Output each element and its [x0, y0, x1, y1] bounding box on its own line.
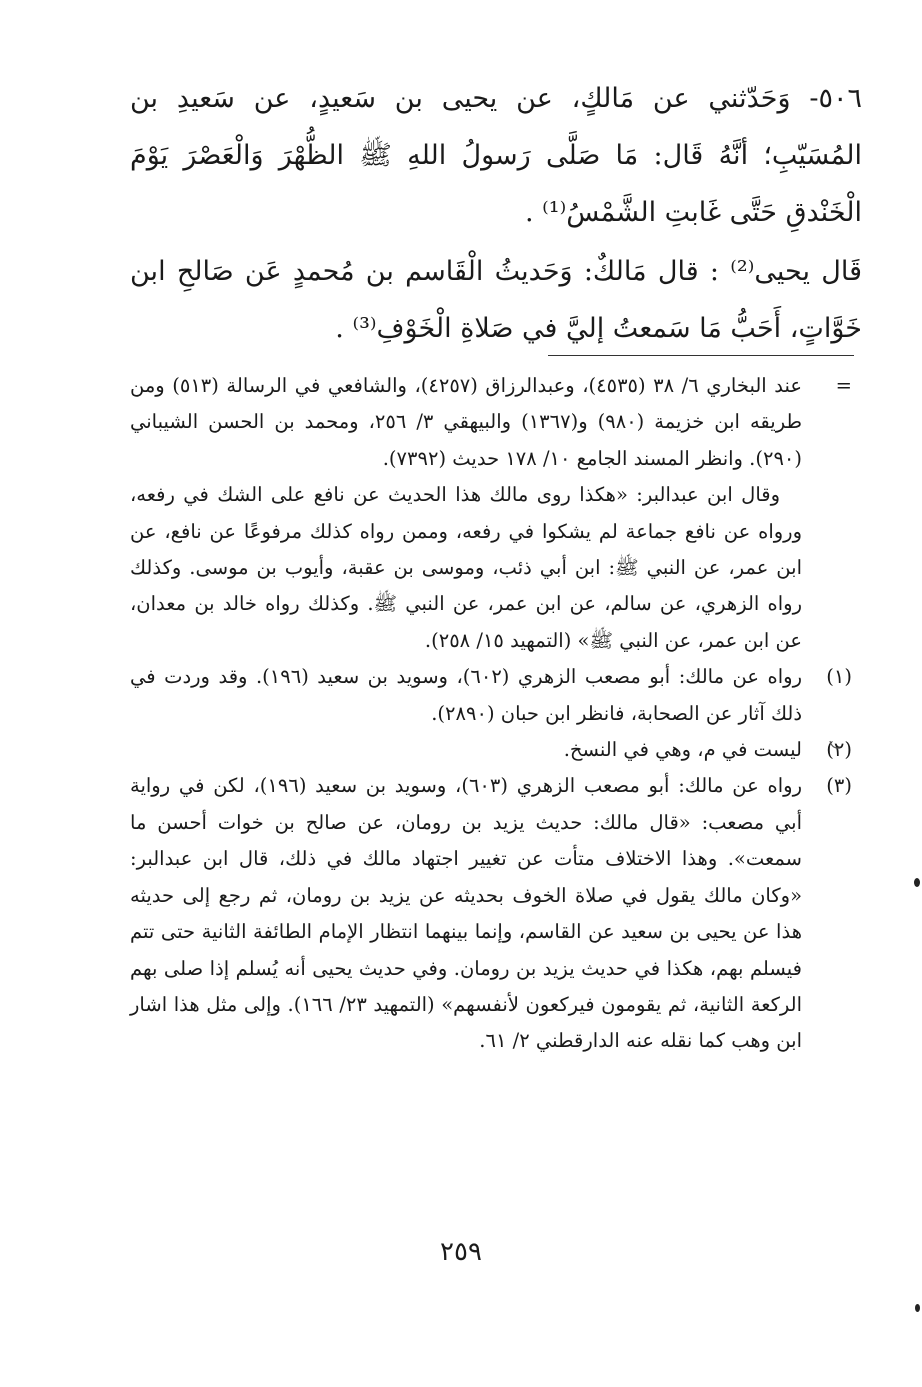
- footnote-body: [130, 368, 802, 659]
- footnote-marker: (٢): [826, 738, 852, 762]
- footnote-1: [130, 659, 852, 732]
- scan-speck-icon: [914, 878, 920, 887]
- footnote-paragraph: رواه عن مالك: أبو مصعب الزهري (٦٠٢)، وسويد بن سعيد (١٩٦). وقد وردت في ذلك آثار عن الصحابة، فانظر ابن حبان (٢٨٩٠).: [130, 665, 802, 725]
- footnote-body: [130, 732, 802, 768]
- footnote-body: [130, 659, 802, 732]
- margin-mark-icon: [828, 738, 842, 752]
- footnote-paragraph: رواه عن مالك: أبو مصعب الزهري (٦٠٣)، وسويد بن سعيد (١٩٦)، لكن في رواية أبي مصعب: «قال مالك: حديث يزيد بن رومان، عن صالح بن خوات أحسن ما سمعت». وهذا الاختلاف متأت عن تغيير اجتهاد مالك في ذلك، قال ابن عبدالبر: «وكان مالك يقول في صلاة الخوف بحديثه عن يزيد بن رومان، ثم رجع إلى حديثه هذا عن يحيى بن سعيد عن القاسم، وإنما بينهما انتظار الإمام الطائفة الثانية حتى تتم فيسلم بهم، هكذا في حديث يزيد بن رومان. وفي حديث يحيى أنه يُسلم إذا صلى بهم الركعة الثانية، ثم يقومون فيركعون لأنفسهم» (التمهيد ٢٣/ ١٦٦). وإلى مثل هذا اشار ابن وهب كما نقله عنه الدارقطني ٢/ ٦١.: [130, 774, 802, 1053]
- footnotes-section: [130, 368, 852, 1060]
- footnote-marker: =: [835, 374, 852, 397]
- yahya-statement-paragraph: [130, 243, 862, 357]
- hadith-506-text: ٥٠٦- وَحَدّثني عن مَالكٍ، عن يحيى بن سَعيدٍ، عن سَعيدِ بن المُسَيّبِ؛ أنَّهُ قَال: مَا صَلَّى رَسولُ اللهِ ﷺ الظُّهْرَ وَالْعَصْرَ يَوْمَ الْخَنْدقِ حَتَّى غَابتِ الشَّمْسُ⁽¹⁾ .: [130, 83, 862, 228]
- footnote-paragraph: ليست في م، وهي في النسخ.: [563, 738, 802, 762]
- hadith-paragraph-506: [130, 70, 862, 241]
- footnote-paragraph: عند البخاري ٦/ ٣٨ (٤٥٣٥)، وعبدالرزاق (٤٢٥٧)، والشافعي في الرسالة (٥١٣) ومن طريقه ابن خزيمة (٩٨٠) و(١٣٦٧) والبيهقي ٣/ ٢٥٦، ومحمد بن الحسن الشيباني (٢٩٠). وانظر المسند الجامع ١٠/ ١٧٨ حديث (٧٣٩٢).: [130, 374, 802, 470]
- footnote-marker: (١): [826, 665, 852, 689]
- page-number: ٢٥٩: [440, 1237, 482, 1267]
- scan-speck-icon: [915, 1304, 920, 1312]
- footnote-body: [130, 768, 802, 1059]
- yahya-statement-text: قَال يحيى⁽²⁾ : قال مَالكٌ: وَحَديثُ الْقَاسم بن مُحمدٍ عَن صَالحِ ابن خَوَّاتٍ، أَحَبُّ مَا سَمعتُ إليَّ في صَلاةِ الْخَوْفِ⁽³⁾ .: [130, 256, 862, 344]
- footnote-paragraph: وقال ابن عبدالبر: «هكذا روى مالك هذا الحديث عن نافع على الشك في رفعه، ورواه عن نافع جماعة لم يشكوا في رفعه، وممن رواه كذلك مرفوعًا عن نافع، عن ابن عمر، عن النبي ﷺ: ابن أبي ذئب، وموسى بن عقبة، وأيوب بن موسى. وكذلك رواه الزهري، عن سالم، عن ابن عمر، عن النبي ﷺ. وكذلك رواه خالد بن معدان، عن ابن عمر، عن النبي ﷺ» (التمهيد ١٥/ ٢٥٨).: [130, 483, 802, 652]
- footnote-2: [130, 732, 852, 768]
- footnote-marker: (٣): [826, 774, 852, 798]
- footnote-divider: [548, 355, 854, 356]
- footnote-continuation: [130, 368, 852, 659]
- footnote-3: [130, 768, 852, 1059]
